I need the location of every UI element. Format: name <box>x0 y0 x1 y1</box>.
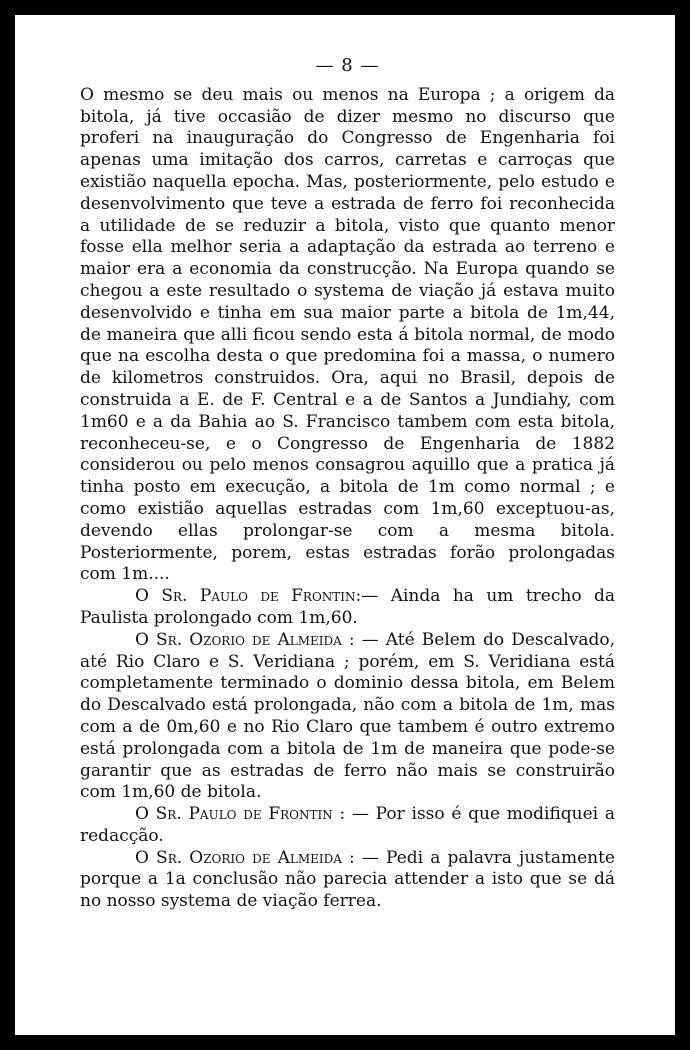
speaker-name: O Sr. Ozorio de Almeida : <box>135 629 355 650</box>
book-page <box>15 15 675 1035</box>
page-text <box>80 55 615 913</box>
speaker-name: O Sr. Ozorio de Almeida : <box>135 847 355 868</box>
paragraph-text: — Por isso é que modifiquei a redacção. <box>80 804 615 846</box>
paragraph-5 <box>80 848 615 913</box>
paragraph-3 <box>80 630 615 804</box>
paragraph-text: — Até Belem do Descalvado, até Rio Claro e S. Veridiana ; porém, em S. Veridiana está completamente terminado o dominio dessa bitola, em Belem do Descalvado está prolongada, não com a bitola de 1m, mas com a de 0m,60 e no Rio Claro que tambem é outro extremo está prolongada com a bitola de 1m de maneira que pode-se garantir que as estradas de ferro não mais se construirão com 1m,60 de bitola. <box>80 629 615 803</box>
speaker-name: O Sr. Paulo de Frontin : <box>135 804 346 825</box>
paragraph-text: O mesmo se deu mais ou menos na Europa ; a origem da bitola, já tive occasião de dizer mesmo no discurso que proferi na inauguração do Congresso de Engenharia foi apenas uma imitação dos carros, carretas e carroças que existião naquella epocha. Mas, posteriormente, pelo estudo e desenvolvimento que teve a estrada de ferro foi reconhecida a utilidade de se reduzir a bitola, visto que quanto menor fosse ella melhor seria a adaptação da estrada ao terreno e maior era a economia da construcção. Na Europa quando se chegou a este resultado o systema de viação já estava muito desenvolvido e tinha em sua maior parte a bitola de 1m,44, de maneira que alli ficou sendo esta á bitola normal, de modo que na escolha desta o que predomina foi a massa, o numero de kilometros construidos. Ora, aqui no Brasil, depois de construida a E. de F. Central e a de Santos a Jundiahy, com 1m60 e a da Bahia ao S. Francisco tambem com esta bitola, reconheceu-se, e o Congresso de Engenharia de 1882 considerou ou pelo menos consagrou aquillo que a pratica já tinha posto em execução, a bitola de 1m como normal ; e como existião aquellas estradas com 1m,60 exceptuou-as, devendo ellas prolongar-se com a mesma bitola. Posteriormente, porem, estas estradas forão prolongadas com 1m.... <box>80 84 615 585</box>
page-number: — 8 — <box>315 55 380 76</box>
paragraph-text: — Pedi a palavra justamente porque a 1a conclusão não parecia attender a isto que se dá no nosso systema de viação ferrea. <box>80 847 615 912</box>
paragraph-text: — Ainda ha um trecho da Paulista prolongado com 1m,60. <box>80 586 615 628</box>
speaker-name: O Sr. Paulo de Frontin: <box>135 586 362 607</box>
paragraph-4 <box>80 804 615 848</box>
paragraph-2 <box>80 586 615 630</box>
paragraph-1 <box>80 85 615 586</box>
